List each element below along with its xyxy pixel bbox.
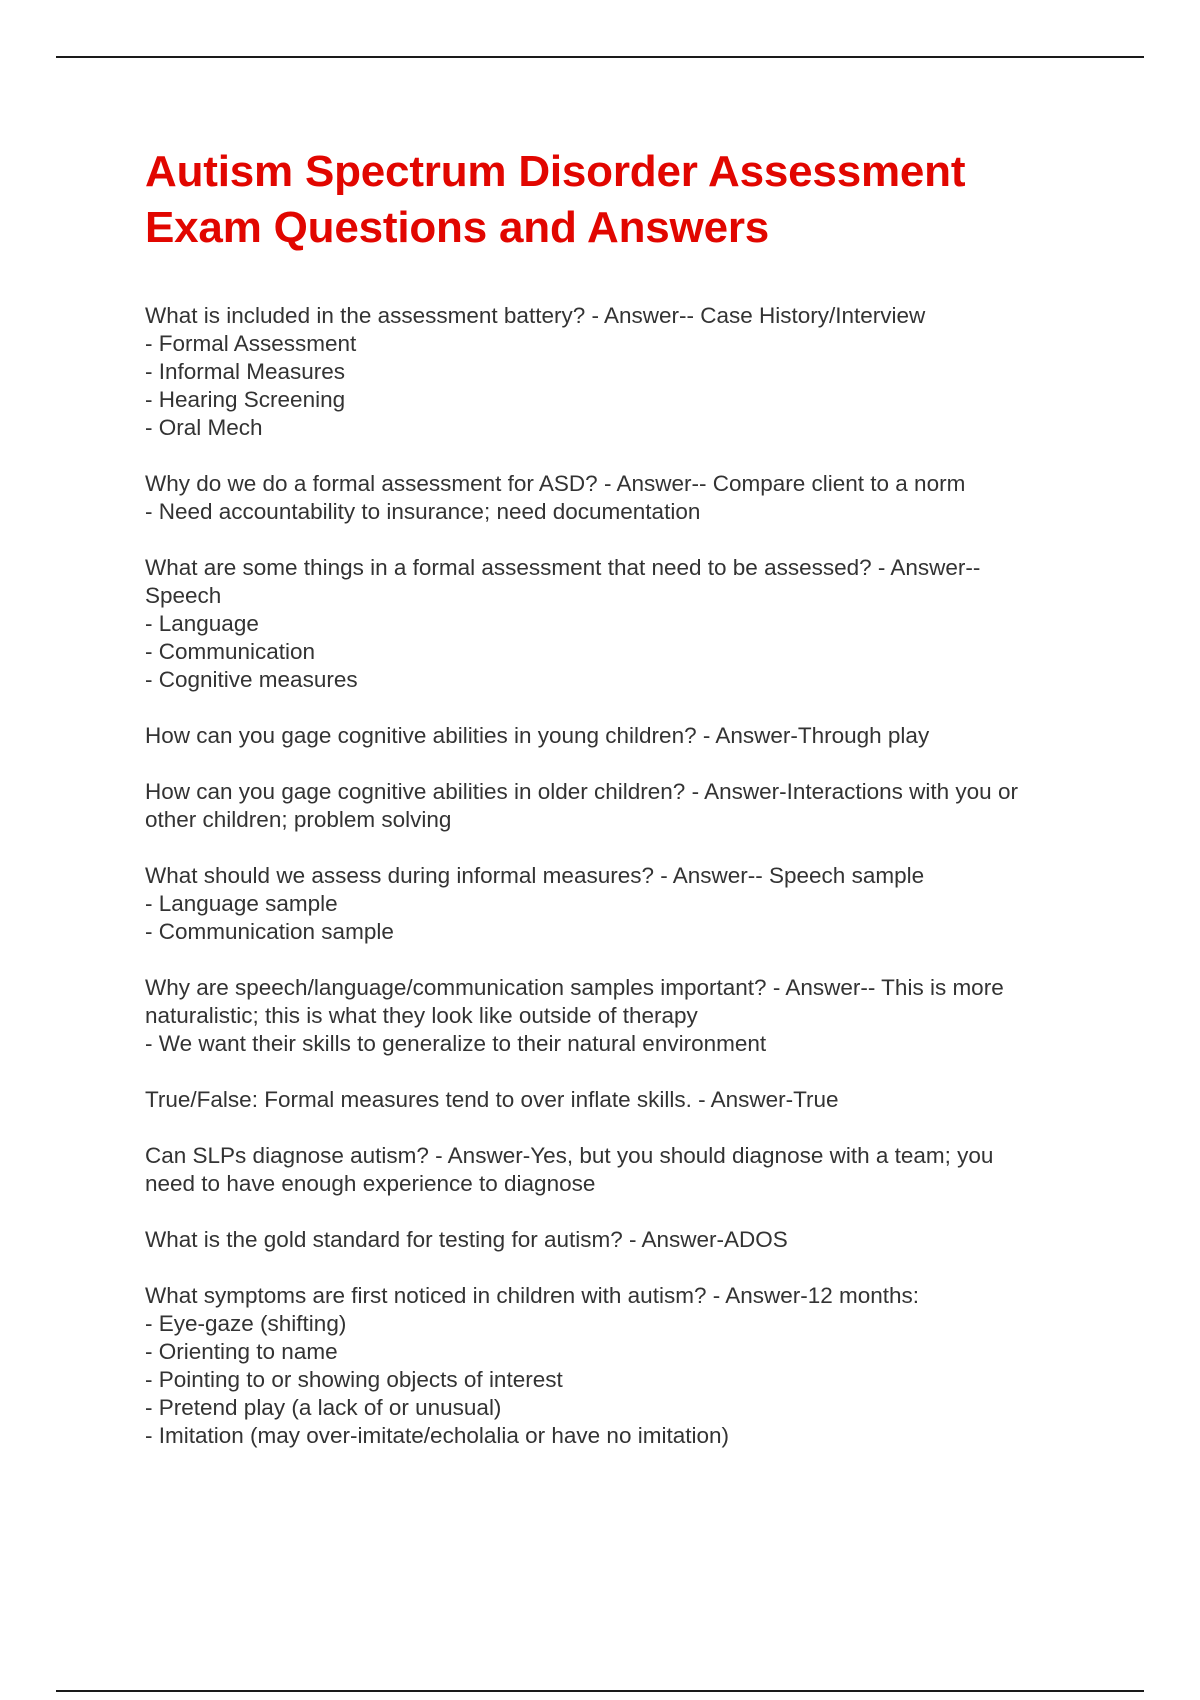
qa-question-line: What is the gold standard for testing for autism? - Answer-ADOS (145, 1227, 788, 1252)
qa-question-line: Why are speech/language/communication samples important? - Answer-- This is more (145, 975, 1004, 1000)
qa-question-line: What should we assess during informal measures? - Answer-- Speech sample (145, 863, 925, 888)
title-line: Exam Questions and Answers (145, 203, 770, 252)
qa-item (145, 974, 1095, 1058)
qa-question-line: How can you gage cognitive abilities in young children? - Answer-Through play (145, 723, 930, 748)
qa-question-line: What is included in the assessment battery? - Answer-- Case History/Interview (145, 303, 926, 328)
qa-answer-line: - Eye-gaze (shifting) (145, 1311, 347, 1336)
qa-answer-line: - Oral Mech (145, 415, 263, 440)
qa-question-line: Can SLPs diagnose autism? - Answer-Yes, but you should diagnose with a team; you (145, 1143, 994, 1168)
qa-answer-line: - Orienting to name (145, 1339, 338, 1364)
qa-answer-line: other children; problem solving (145, 807, 452, 832)
qa-answer-line: - Language (145, 611, 259, 636)
qa-item (145, 1282, 1095, 1450)
qa-answer-line: - Communication sample (145, 919, 394, 944)
qa-item (145, 302, 1095, 442)
qa-answer-line: - Imitation (may over-imitate/echolalia or have no imitation) (145, 1423, 729, 1448)
qa-question-line: True/False: Formal measures tend to over inflate skills. - Answer-True (145, 1087, 839, 1112)
qa-question-line: How can you gage cognitive abilities in older children? - Answer-Interactions with you or (145, 779, 1018, 804)
qa-answer-line: Speech (145, 583, 222, 608)
header-rule (56, 56, 1144, 58)
qa-question-line: Why do we do a formal assessment for ASD? - Answer-- Compare client to a norm (145, 471, 966, 496)
qa-answer-line: need to have enough experience to diagnose (145, 1171, 596, 1196)
qa-answer-line: - We want their skills to generalize to their natural environment (145, 1031, 767, 1056)
qa-item (145, 1086, 1095, 1114)
qa-answer-line: - Cognitive measures (145, 667, 358, 692)
qa-answer-line: - Pointing to or showing objects of interest (145, 1367, 563, 1392)
document-title (145, 144, 1085, 256)
title-line: Autism Spectrum Disorder Assessment (145, 147, 966, 196)
qa-item (145, 722, 1095, 750)
qa-list (145, 302, 1095, 1450)
qa-answer-line: - Pretend play (a lack of or unusual) (145, 1395, 502, 1420)
qa-question-line: What symptoms are first noticed in children with autism? - Answer-12 months: (145, 1283, 920, 1308)
qa-answer-line: - Language sample (145, 891, 338, 916)
qa-answer-line: - Communication (145, 639, 316, 664)
qa-answer-line: - Hearing Screening (145, 387, 346, 412)
qa-answer-line: - Need accountability to insurance; need documentation (145, 499, 701, 524)
qa-answer-line: naturalistic; this is what they look like outside of therapy (145, 1003, 698, 1028)
qa-item (145, 1226, 1095, 1254)
qa-item (145, 862, 1095, 946)
qa-item (145, 470, 1095, 526)
footer-rule (56, 1690, 1144, 1692)
qa-answer-line: - Informal Measures (145, 359, 346, 384)
qa-answer-line: - Formal Assessment (145, 331, 357, 356)
document-body (145, 144, 1095, 1478)
qa-question-line: What are some things in a formal assessment that need to be assessed? - Answer-- (145, 555, 981, 580)
qa-item (145, 1142, 1095, 1198)
qa-item (145, 778, 1095, 834)
qa-item (145, 554, 1095, 694)
